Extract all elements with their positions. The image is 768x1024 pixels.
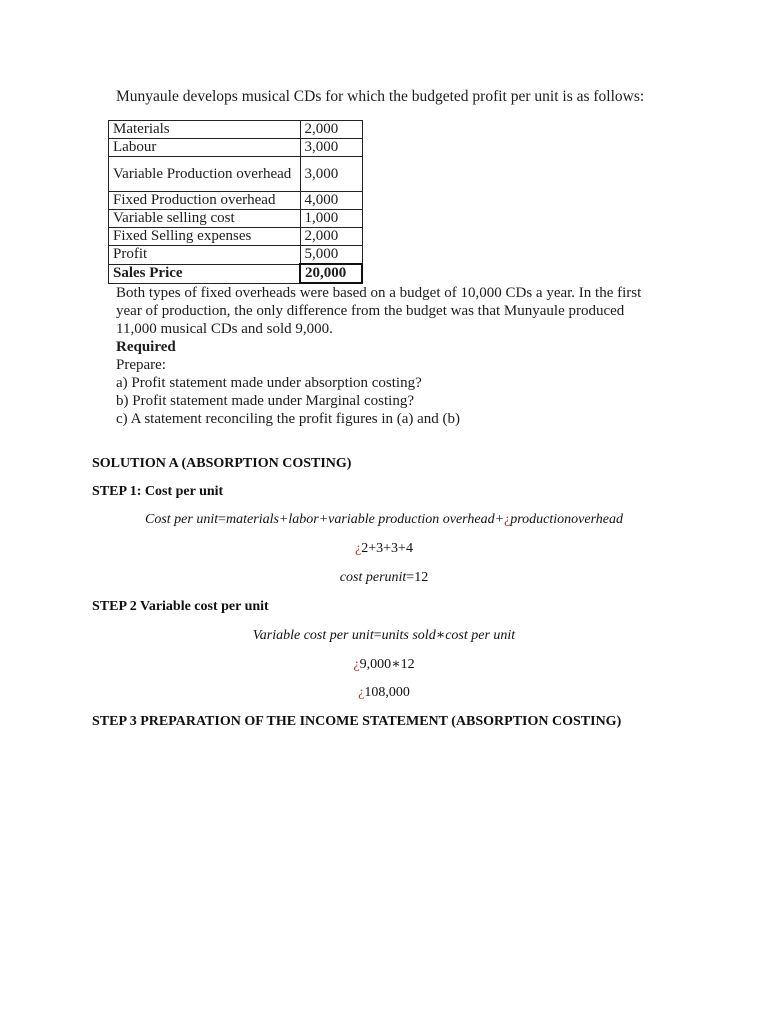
table-row xyxy=(109,210,363,228)
table-row xyxy=(109,228,363,246)
list-item: c) A statement reconciling the profit figures in (a) and (b) xyxy=(116,411,461,427)
row-value: 2,000 xyxy=(300,228,362,246)
required-heading: Required xyxy=(116,339,176,355)
row-value: 20,000 xyxy=(300,264,362,283)
formula-lhs: Cost per unit xyxy=(145,512,219,527)
marker-glyph: ¿ xyxy=(358,685,365,700)
marker-glyph: ¿ xyxy=(353,657,360,672)
row-label: Materials xyxy=(109,121,301,139)
step1-formula xyxy=(0,512,768,528)
result-value: 108,000 xyxy=(364,685,410,700)
table-row xyxy=(109,246,363,265)
equals-sign: = xyxy=(406,570,415,585)
equals-sign: = xyxy=(373,628,382,643)
table-row xyxy=(109,121,363,139)
prepare-label: Prepare: xyxy=(116,357,166,373)
list-item: a) Profit statement made under absorption costing? xyxy=(116,375,422,391)
row-label: Variable selling cost xyxy=(109,210,301,228)
problem-intro: Munyaule develops musical CDs for which the budgeted profit per unit is as follows: xyxy=(116,88,645,105)
step2-formula xyxy=(0,627,768,644)
expression: 9,000∗12 xyxy=(359,657,415,672)
table-row-total xyxy=(109,264,363,283)
row-value: 1,000 xyxy=(300,210,362,228)
step1-line3 xyxy=(0,570,768,586)
row-value: 4,000 xyxy=(300,192,362,210)
step2-title: STEP 2 Variable cost per unit xyxy=(92,599,269,614)
row-label: Labour xyxy=(109,139,301,157)
table-row xyxy=(109,139,363,157)
problem-section xyxy=(113,88,656,428)
row-value: 2,000 xyxy=(300,121,362,139)
formula-rhs: units sold∗cost per unit xyxy=(381,628,516,643)
step1-line2 xyxy=(0,541,768,557)
marker-glyph: ¿ xyxy=(504,512,511,527)
table-row xyxy=(109,157,363,192)
step3-title: STEP 3 PREPARATION OF THE INCOME STATEMENT (ABSORPTION COSTING) xyxy=(92,714,622,729)
row-value: 3,000 xyxy=(300,139,362,157)
row-label: Fixed Production overhead xyxy=(109,192,301,210)
expression: 2+3+3+4 xyxy=(361,541,413,556)
row-value: 3,000 xyxy=(300,157,362,192)
row-label: Fixed Selling expenses xyxy=(109,228,301,246)
budget-table xyxy=(108,120,363,284)
marker-glyph: ¿ xyxy=(355,541,362,556)
formula-lhs: cost perunit xyxy=(339,570,407,585)
row-label: Profit xyxy=(109,246,301,265)
step2-line2 xyxy=(0,656,768,673)
formula-tail: productionoverhead xyxy=(510,512,623,527)
list-item: b) Profit statement made under Marginal costing? xyxy=(116,393,414,409)
step1-title: STEP 1: Cost per unit xyxy=(92,484,224,499)
step2-line3 xyxy=(0,685,768,701)
result-value: 12 xyxy=(414,570,429,585)
table-row xyxy=(109,192,363,210)
row-value: 5,000 xyxy=(300,246,362,265)
formula-rhs: materials+labor+variable production overhead+ xyxy=(226,512,505,527)
formula-lhs: Variable cost per unit xyxy=(252,628,374,643)
equals-sign: = xyxy=(218,512,227,527)
row-label: Sales Price xyxy=(109,264,301,283)
problem-paragraph: Both types of fixed overheads were based on a budget of 10,000 CDs a year. In the first year of production, the only difference from the budget was that Munyaule produced 11,000 musical CDs and sold 9,000. xyxy=(116,285,642,337)
solution-heading: SOLUTION A (ABSORPTION COSTING) xyxy=(92,456,352,471)
row-label: Variable Production overhead xyxy=(109,157,301,192)
